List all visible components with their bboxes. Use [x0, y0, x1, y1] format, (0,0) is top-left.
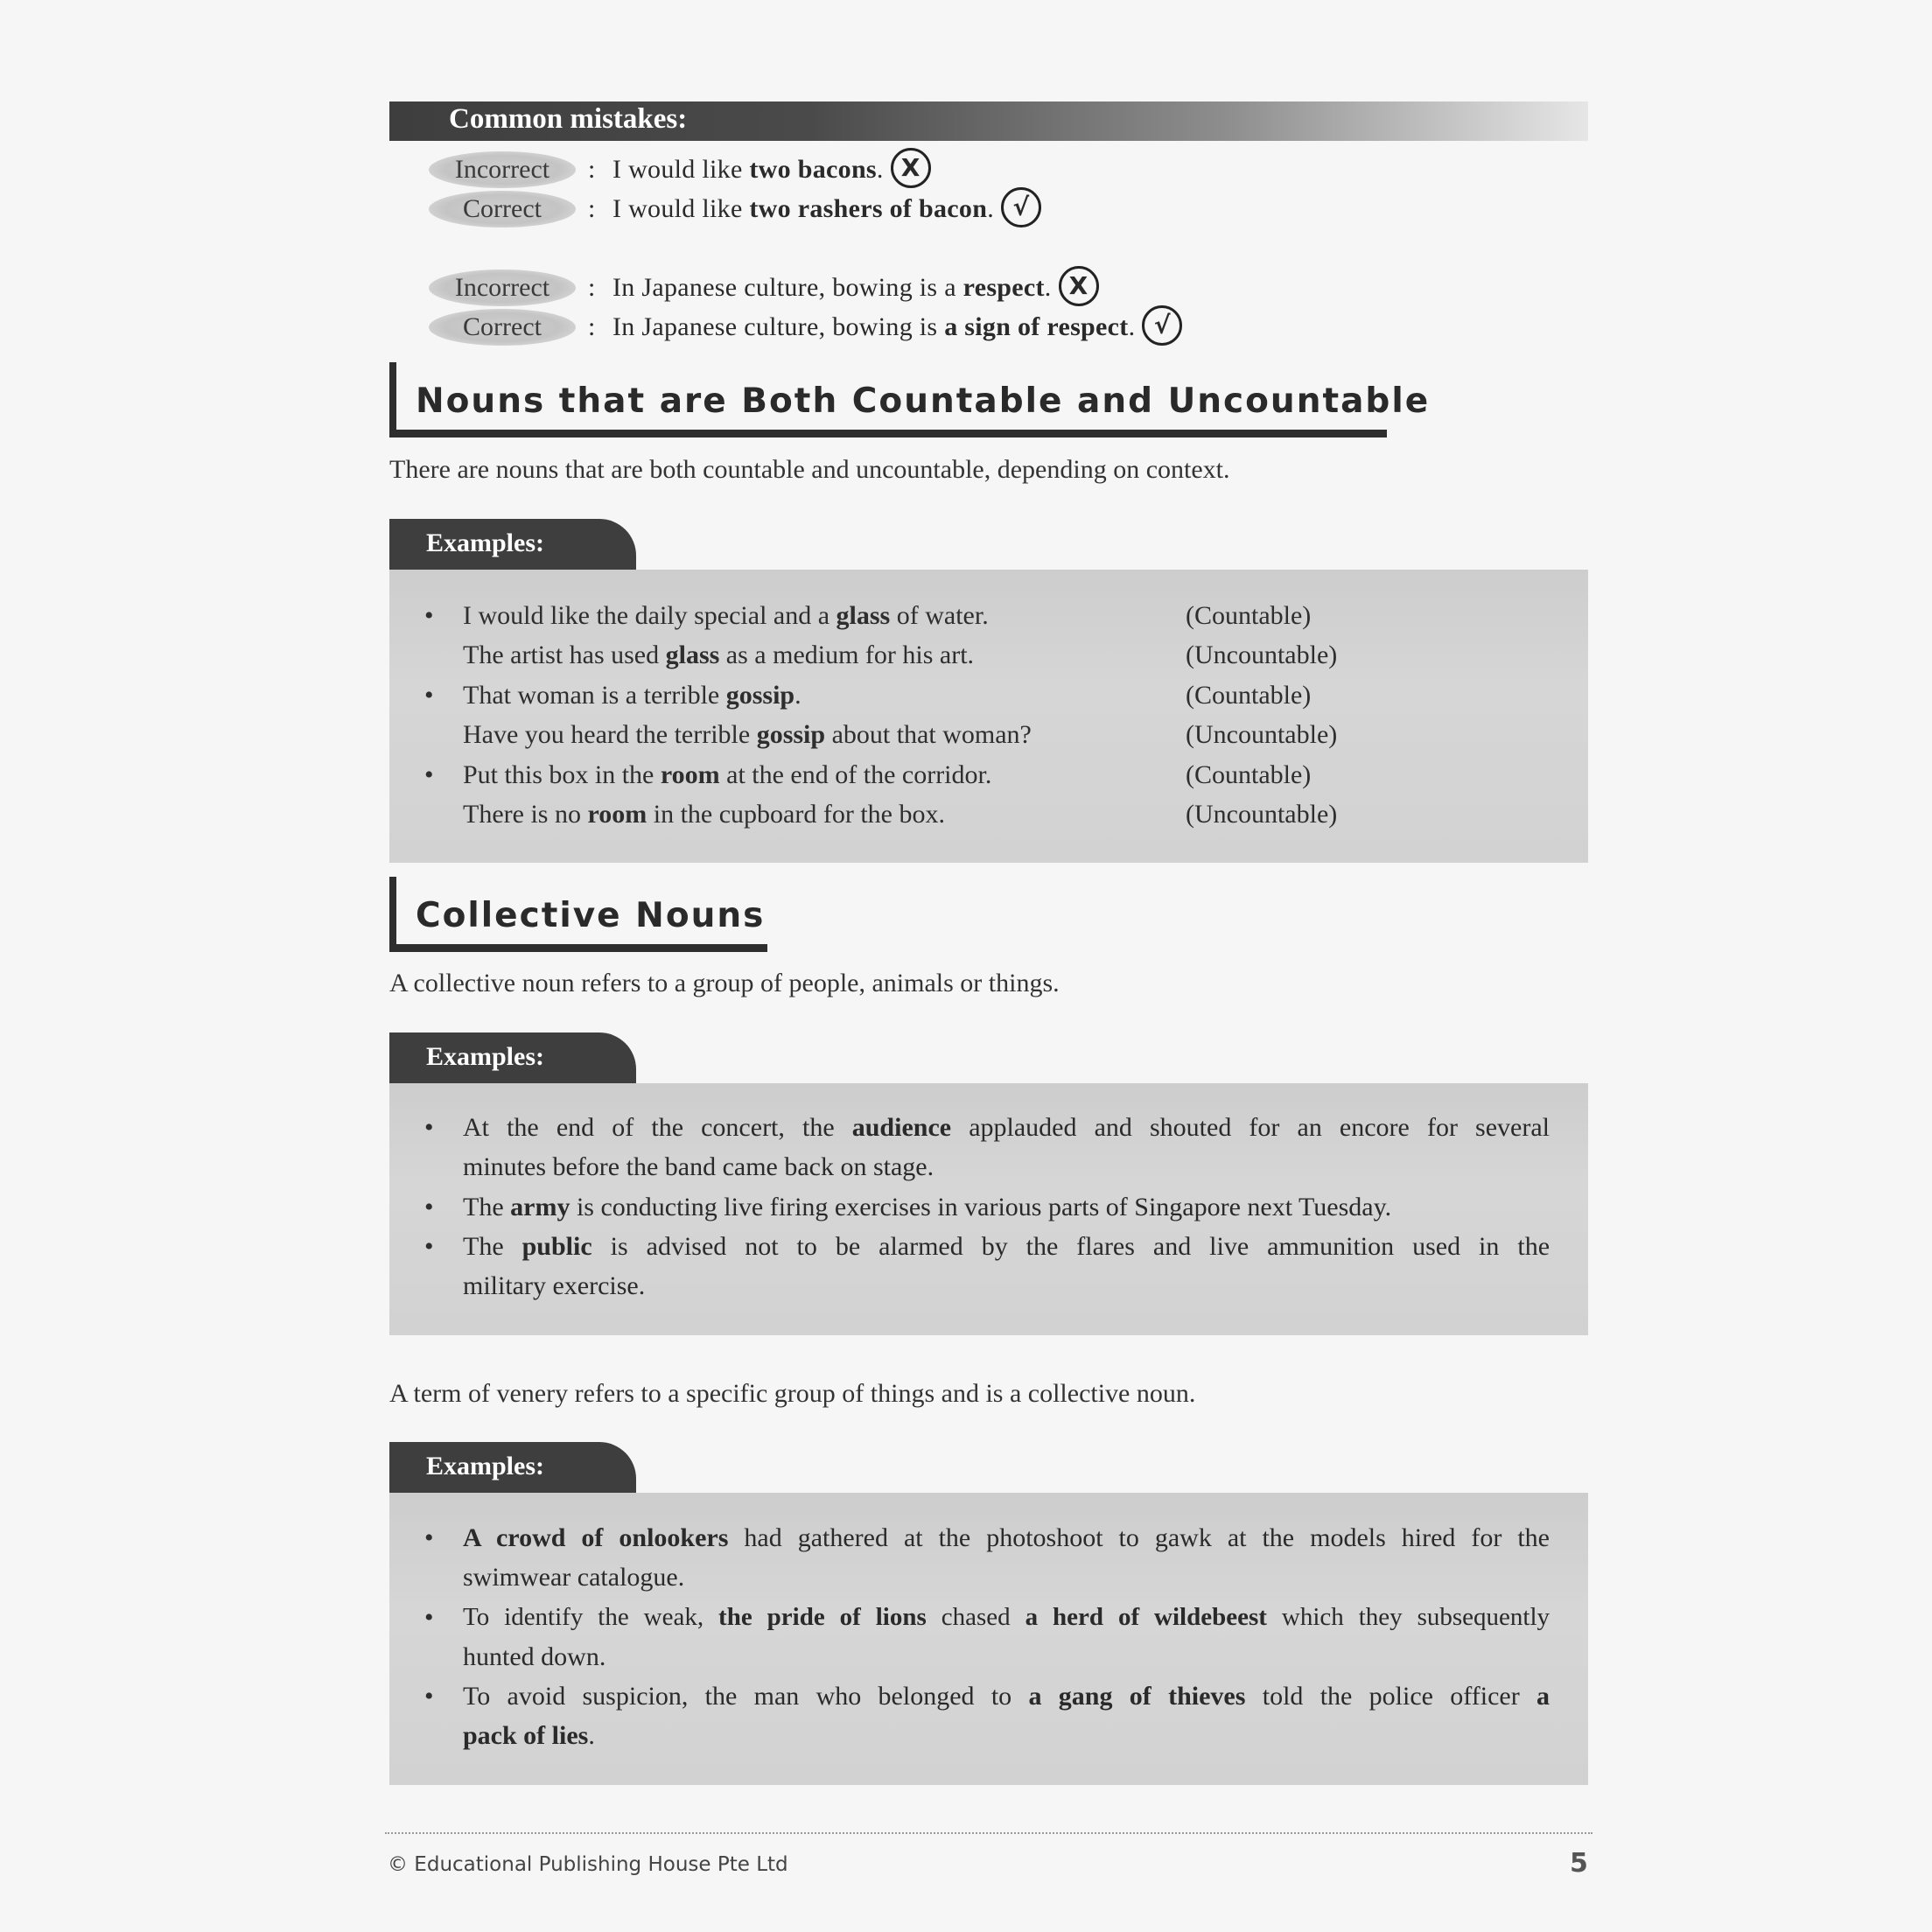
check-mark-icon: √: [1001, 187, 1041, 228]
page-number: 5: [1570, 1848, 1588, 1879]
section-intro: A collective noun refers to a group of people, animals or things.: [389, 969, 1060, 998]
example-sentence: To identify the weak, the pride of lions chased a herd of wildebeest which they subsequently: [463, 1603, 1550, 1631]
noun-type-tag: (Countable): [1186, 601, 1312, 630]
examples-box: [389, 1083, 1588, 1335]
example-sentence-continued: hunted down.: [463, 1642, 606, 1671]
example-sentence: Put this box in the room at the end of the corridor.: [463, 760, 992, 789]
noun-type-tag: (Countable): [1186, 681, 1312, 710]
colon: :: [588, 312, 596, 341]
copyright-notice: © Educational Publishing House Pte Ltd: [388, 1853, 788, 1876]
incorrect-sentence: In Japanese culture, bowing is a respect. X: [612, 273, 1099, 306]
examples-tab: [389, 519, 636, 570]
examples-tab: [389, 1442, 636, 1493]
example-sentence-continued: minutes before the band came back on stage.: [463, 1152, 934, 1181]
example-sentence: The artist has used glass as a medium for his art.: [463, 640, 975, 669]
examples-label: Examples:: [426, 1452, 544, 1480]
example-sentence: To avoid suspicion, the man who belonged to a gang of thieves told the police officer a: [463, 1682, 1550, 1711]
noun-type-tag: (Uncountable): [1186, 720, 1338, 749]
colon: :: [588, 194, 596, 223]
correct-label: Correct: [429, 309, 576, 346]
example-sentence-continued: pack of lies.: [463, 1721, 595, 1750]
correct-sentence: I would like two rashers of bacon. √: [612, 194, 1041, 228]
footer-divider: [385, 1832, 1592, 1834]
noun-type-tag: (Uncountable): [1186, 800, 1338, 829]
check-mark-icon: √: [1142, 305, 1182, 346]
section-heading-countable-uncountable: [389, 362, 1431, 438]
incorrect-label: Incorrect: [429, 151, 576, 188]
bullet: •: [424, 760, 434, 789]
example-sentence: A crowd of onlookers had gathered at the photoshoot to gawk at the models hired for the: [463, 1523, 1550, 1552]
common-mistakes-banner: [389, 102, 1588, 141]
colon: :: [588, 273, 596, 302]
example-sentence: The army is conducting live firing exercises in various parts of Singapore next Tuesday.: [463, 1193, 1392, 1222]
bullet: •: [424, 601, 434, 630]
examples-tab: [389, 1032, 636, 1083]
noun-type-tag: (Countable): [1186, 760, 1312, 789]
bullet: •: [424, 1113, 434, 1142]
examples-label: Examples:: [426, 1042, 544, 1071]
noun-type-tag: (Uncountable): [1186, 640, 1338, 669]
bullet: •: [424, 1603, 434, 1632]
common-mistakes-title: Common mistakes:: [449, 103, 688, 135]
bullet: •: [424, 1193, 434, 1222]
example-sentence: There is no room in the cupboard for the box.: [463, 800, 945, 829]
examples-box: [389, 570, 1588, 863]
bullet: •: [424, 681, 434, 710]
example-sentence: The public is advised not to be alarmed by the flares and live ammunition used in the: [463, 1232, 1550, 1261]
bullet: •: [424, 1682, 434, 1711]
bullet: •: [424, 1232, 434, 1261]
cross-mark-icon: X: [1059, 266, 1099, 306]
example-sentence-continued: military exercise.: [463, 1271, 646, 1300]
examples-box: [389, 1493, 1588, 1785]
example-sentence: Have you heard the terrible gossip about that woman?: [463, 720, 1032, 749]
cross-mark-icon: X: [891, 148, 931, 188]
section-heading-collective-nouns: [389, 877, 767, 952]
example-sentence: I would like the daily special and a glass of water.: [463, 601, 989, 630]
example-sentence: At the end of the concert, the audience applauded and shouted for an encore for several: [463, 1113, 1550, 1142]
bullet: •: [424, 1523, 434, 1552]
correct-sentence: In Japanese culture, bowing is a sign of respect. √: [612, 312, 1182, 346]
example-sentence-continued: swimwear catalogue.: [463, 1563, 685, 1592]
incorrect-sentence: I would like two bacons. X: [612, 155, 931, 188]
section-title: Collective Nouns: [416, 896, 766, 935]
correct-label: Correct: [429, 191, 576, 228]
section-intro: There are nouns that are both countable and uncountable, depending on context.: [389, 455, 1230, 484]
section-title: Nouns that are Both Countable and Uncountable: [416, 382, 1431, 421]
example-sentence: That woman is a terrible gossip.: [463, 681, 802, 710]
venery-intro: A term of venery refers to a specific group of things and is a collective noun.: [389, 1379, 1196, 1408]
colon: :: [588, 155, 596, 184]
incorrect-label: Incorrect: [429, 270, 576, 306]
examples-label: Examples:: [426, 528, 544, 557]
